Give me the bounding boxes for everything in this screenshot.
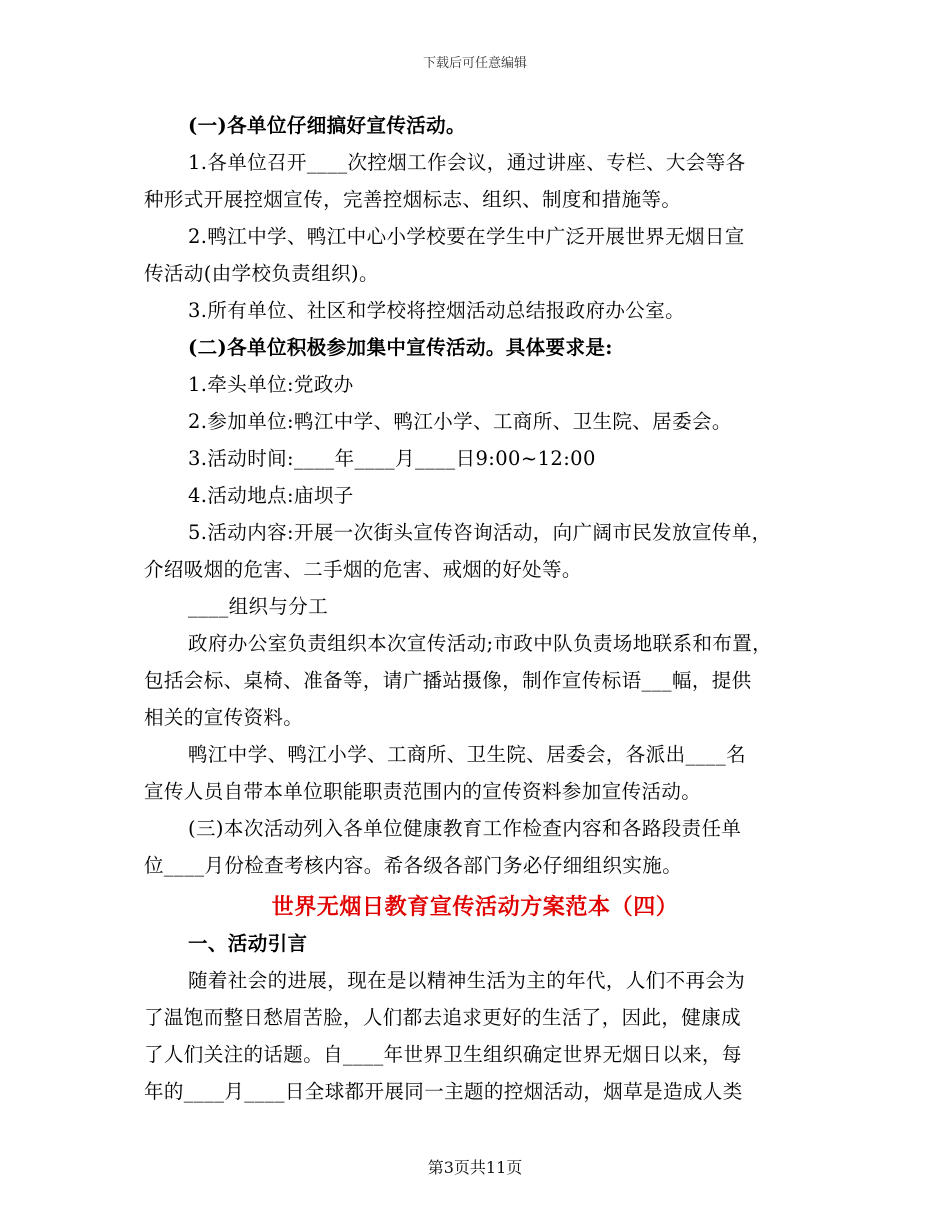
paragraph-line: 种形式开展控烟宣传，完善控烟标志、组织、制度和措施等。 <box>144 188 682 211</box>
paragraph-line: 传活动(由学校负责组织)。 <box>144 262 379 285</box>
paragraph-line: 位____月份检查考核内容。希各级各部门务必仔细组织实施。 <box>144 854 683 877</box>
paragraph-line: (三)本次活动列入各单位健康教育工作检查内容和各路段责任单 <box>188 817 742 840</box>
paragraph-line: 3.所有单位、社区和学校将控烟活动总结报政府办公室。 <box>188 299 686 322</box>
subheading-2: (二)各单位积极参加集中宣传活动。具体要求是: <box>188 336 613 359</box>
list-item: 4.活动地点:庙坝子 <box>188 484 354 507</box>
list-item: 1.牵头单位:党政办 <box>188 373 354 396</box>
paragraph-line: 政府办公室负责组织本次宣传活动;市政中队负责场地联系和布置， <box>188 632 773 655</box>
list-item: 3.活动时间:____年____月____日9:00~12:00 <box>188 447 596 470</box>
list-item: 5.活动内容:开展一次街头宣传咨询活动，向广阔市民发放宣传单， <box>188 521 772 544</box>
paragraph-line: ____组织与分工 <box>188 595 329 618</box>
paragraph-line: 包括会标、桌椅、准备等，请广播站摄像，制作宣传标语___幅，提供 <box>144 669 752 692</box>
paragraph-line: 相关的宣传资料。 <box>144 706 304 729</box>
paragraph-line: 年的____月____日全球都开展同一主题的控烟活动，烟草是造成人类 <box>144 1080 743 1103</box>
paragraph-line: 随着社会的进展，现在是以精神生活为主的年代，人们不再会为 <box>188 969 746 992</box>
page-header: 下载后可任意编辑 <box>422 56 527 71</box>
paragraph-line: 了温饱而整日愁眉苦脸，人们都去追求更好的生活了，因此，健康成 <box>144 1006 742 1029</box>
page-footer: 第3页共11页 <box>427 1158 523 1177</box>
paragraph-line: 宣传人员自带本单位职能职责范围内的宣传资料参加宣传活动。 <box>144 780 702 803</box>
paragraph-line: 介绍吸烟的危害、二手烟的危害、戒烟的好处等。 <box>144 558 582 581</box>
subheading-3: 一、活动引言 <box>188 932 308 955</box>
paragraph-line: 了人们关注的话题。自____年世界卫生组织确定世界无烟日以来，每 <box>144 1043 742 1066</box>
paragraph-line: 鸭江中学、鸭江小学、工商所、卫生院、居委会，各派出____名 <box>188 743 747 766</box>
paragraph-line: 1.各单位召开____次控烟工作会议，通过讲座、专栏、大会等各 <box>188 151 746 174</box>
list-item: 2.参加单位:鸭江中学、鸭江小学、工商所、卫生院、居委会。 <box>188 410 732 433</box>
section-title: 世界无烟日教育宣传活动方案范本（四） <box>271 894 679 920</box>
paragraph-line: 2.鸭江中学、鸭江中心小学校要在学生中广泛开展世界无烟日宣 <box>188 225 745 248</box>
subheading-1: (一)各单位仔细搞好宣传活动。 <box>188 114 466 137</box>
